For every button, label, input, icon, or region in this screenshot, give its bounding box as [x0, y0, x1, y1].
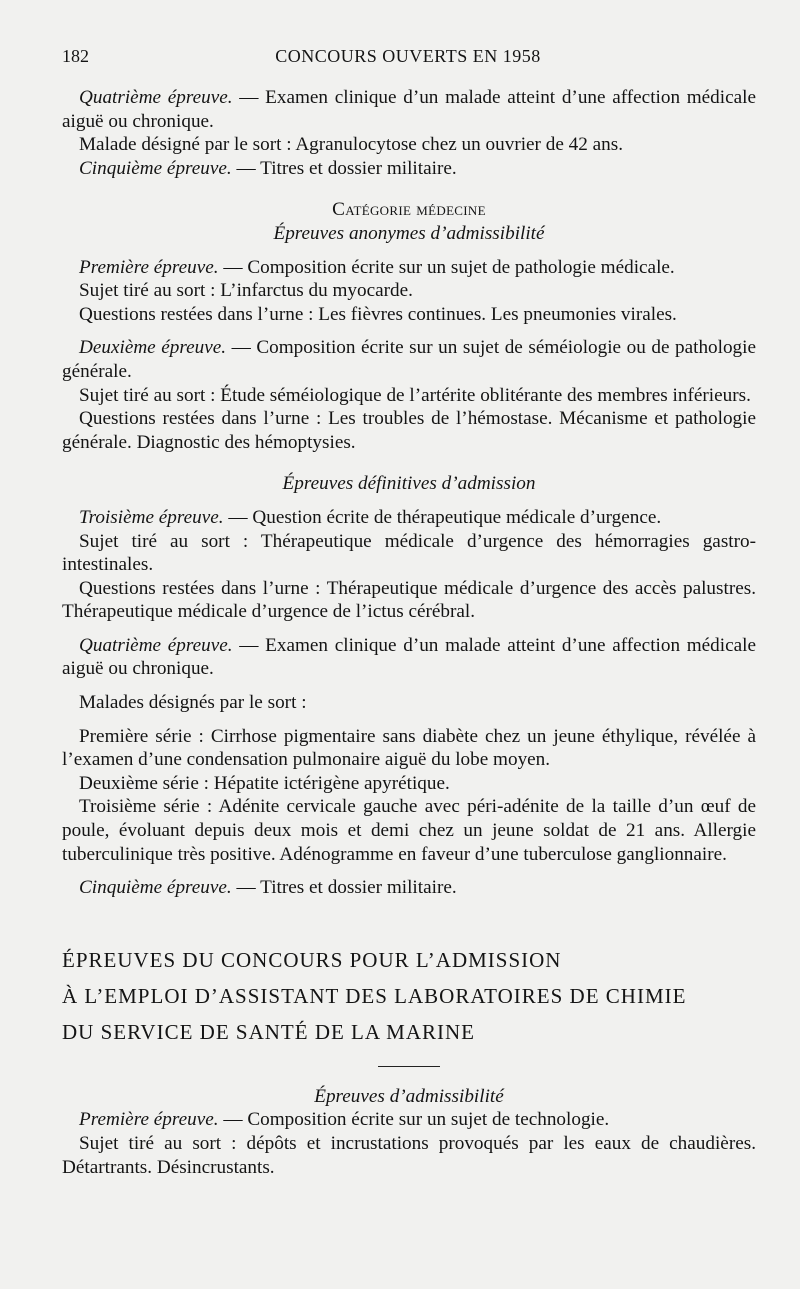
paragraph-troisieme-epreuve — [62, 506, 756, 530]
paragraph-quatrieme-epreuve — [62, 634, 756, 681]
paragraph-malade-designe: Malade désigné par le sort : Agranulocytose chez un ouvrier de 42 ans. — [79, 134, 624, 156]
section-divider — [378, 1066, 440, 1067]
epreuve-text: — Titres et dossier militaire. — [231, 157, 457, 179]
epreuve-label: Troisième épreuve. — [79, 506, 224, 528]
paragraph-sujet: Sujet tiré au sort : L’infarctus du myocarde. — [79, 280, 413, 302]
paragraph-deuxieme-serie: Deuxième série : Hépatite ictérigène apyrétique. — [79, 772, 450, 794]
page-body — [62, 86, 756, 1179]
page-header — [62, 46, 754, 70]
paragraph-deuxieme-epreuve — [62, 336, 756, 383]
paragraph-questions: Questions restées dans l’urne : Les troubles de l’hémostase. Mécanisme et pathologie générale. Diagnostic des hémoptysies. — [62, 408, 756, 453]
page-number: 182 — [62, 46, 89, 66]
section-spacer — [62, 900, 756, 942]
paragraph-premiere-serie: Première série : Cirrhose pigmentaire sans diabète chez un jeune éthylique, révélée à l’examen d’une condensation pulmonaire aiguë du lobe moyen. — [62, 725, 756, 771]
epreuve-label: Quatrième épreuve. — [79, 634, 233, 656]
epreuve-text: — Question écrite de thérapeutique médicale d’urgence. — [223, 506, 662, 528]
concours-title-line-1: ÉPREUVES DU CONCOURS POUR L’ADMISSION — [62, 947, 562, 972]
epreuve-text: — Composition écrite sur un sujet de technologie. — [218, 1109, 610, 1131]
epreuve-text: — Examen clinique d’un malade atteint d’une affection médicale aiguë ou chronique. — [62, 634, 756, 680]
epreuve-text: — Examen clinique d’un malade atteint d’une affection médicale aiguë ou chronique. — [62, 87, 756, 132]
paragraph-cinquieme-epreuve — [62, 157, 756, 181]
concours-title-line-3: DU SERVICE DE SANTÉ DE LA MARINE — [62, 1019, 475, 1044]
paragraph-questions: Questions restées dans l’urne : Thérapeutique médicale d’urgence des accès palustres. Thérapeutique médicale d’urgence de l’ictus cérébral. — [62, 577, 756, 623]
paragraph-premiere-epreuve — [62, 1108, 756, 1132]
epreuve-label: Quatrième épreuve. — [79, 87, 233, 108]
paragraph-premiere-epreuve — [62, 256, 756, 280]
running-title: CONCOURS OUVERTS EN 1958 — [275, 46, 541, 66]
paragraph-quatrieme-epreuve — [62, 86, 756, 133]
epreuve-label: Première épreuve. — [79, 1109, 219, 1131]
epreuve-label: Deuxième épreuve. — [79, 337, 227, 359]
concours-title-line-2: À L’EMPLOI D’ASSISTANT DES LABORATOIRES DE CHIMIE — [62, 983, 687, 1008]
paragraph-sujet: Sujet tiré au sort : Étude séméiologique de l’artérite oblitérante des membres inférieurs. — [79, 384, 751, 406]
epreuve-text: — Titres et dossier militaire. — [231, 877, 457, 899]
paragraph-sujet: Sujet tiré au sort : Thérapeutique médicale d’urgence des hémorragies gastro-intestinales. — [62, 530, 756, 576]
paragraph-cinquieme-epreuve — [62, 876, 756, 900]
epreuve-text: — Composition écrite sur un sujet de pathologie médicale. — [218, 256, 675, 278]
epreuve-label: Première épreuve. — [79, 256, 219, 278]
paragraph-questions: Questions restées dans l’urne : Les fièvres continues. Les pneumonies virales. — [79, 303, 677, 325]
epreuve-label: Cinquième épreuve. — [79, 877, 232, 899]
epreuve-label: Cinquième épreuve. — [79, 157, 232, 179]
paragraph-sujet: Sujet tiré au sort : dépôts et incrustations provoqués par les eaux de chaudières. Détartrants. Désincrustants. — [62, 1133, 756, 1178]
subheading-definitives: Épreuves définitives d’admission — [282, 473, 536, 495]
epreuve-text: — Composition écrite sur un sujet de séméiologie ou de pathologie générale. — [62, 337, 756, 382]
paragraph-troisieme-serie: Troisième série : Adénite cervicale gauche avec péri-adénite de la taille d’un œuf de poule, évoluant depuis deux mois et demi chez un jeune soldat de 21 ans. Allergie tuberculinique très positive. Adénogramme en faveur d’une tuberculose ganglionnaire. — [62, 796, 756, 865]
subheading-admissibilite: Épreuves d’admissibilité — [314, 1085, 504, 1107]
subheading-anonymes: Épreuves anonymes d’admissibilité — [273, 222, 545, 244]
paragraph-malades-designes: Malades désignés par le sort : — [79, 692, 307, 714]
section-heading-medecine: Catégorie médecine — [332, 199, 486, 221]
